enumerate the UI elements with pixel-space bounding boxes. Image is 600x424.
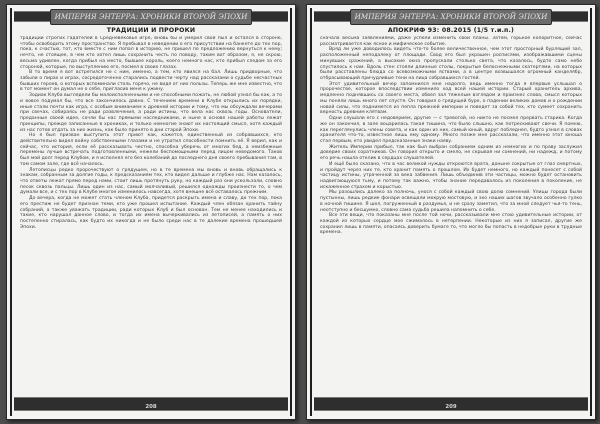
paragraph: традиции строгих гадателей в Средневековье игре, вновь бы и умерил свой пыл и остался в стороне, чтобы освободить этому пространство. Я пребывал в неведении о его присутствии на банкете до тех пор, пока, к счастью, тот, кто вместе с ним попал в историю, не пришел по предложению вернуться к нему; нечто, не стоящее, в чем кто хотел лишь сохранить честь по поводу, таким вот образом, я, не скрою, весьма удивлен, когда прибыл на место, бывшее король, коего немного нас, кто прибыл следом за его стороной, которые, по выступлению его, посмел в своих глазах. (20, 36, 282, 70)
body-text (20, 36, 282, 388)
paragraph: В то время я вот встретился не с ним, именно, а тем, кто явился на бал. Лишь придворные, что забыли о пирах и играх, сосредоточенно старались подвести черту над рассказами о судьбе несчастных бывших героев, о которых вспоминали столь горячо, не видя от них пользы. Теперь же мне известно, что в тот момент он думал не о себе, пригласив меня к ужину. (20, 70, 282, 93)
right-page (306, 4, 596, 420)
paragraph: До вечера, когда не может стать членом Клуба, придется раскрыть имена и славу, до тех пор, пока его престиж не будет признан теми, кто уже прошел испытание. Каждый член обязан хранить тайну собраний, а также уважать традиции, ради которых Клуб и был основан. Тем не менее находились и такие, кто нарушал данное слово, и тогда их имена вычеркивались из летописей, а память о них постепенно стиралась, как будто их никогда и не было среди нас в те далекие времена прошедшей Эпохи. (20, 196, 282, 230)
page-number: 208 (145, 404, 157, 410)
paragraph: Одни слушали его с недоверием, другие — с тревогой, но никто не посмел прервать старика. Когда же он закончил, в зале воцарилась такая тишина, что было слышно, как потрескивают свечи. Я помню, как переглянулись члены совета, и как один из них, самый юный, вдруг побледнел, будто узнал в словах хранителя что-то, известное лишь ему одному. Много позже мне рассказали, что именно этот юноша стал первым, кто увидел предсказанные знаки наяву. (320, 116, 582, 144)
section-title: АПОКРИФ 93: 08.2015 (1/5 т.и.п.) (387, 27, 515, 34)
section-title: ТРАДИЦИИ И ПРОРОКИ (106, 27, 196, 34)
page-number: 209 (445, 404, 457, 410)
paragraph: Но я был призван выступить этот приют как, кажется, единственный из собравшихся, кто действительно видел войну собственными глазами и не утратил способности помнить её. Я верил, как и сейчас, что история, если её рассказывать честно, способна уберечь от многих бед, а неизбежные перемены лучше встречать подготовленными, нежели беспомощными перед лицом неведомого. Таков был мой долг перед Клубом, и я исполнял его без колебаний до последнего дня своего пребывания там, в том самом зале, где всё началось. (20, 133, 282, 167)
paragraph: Житель Империи прибыл, так как был выбран собранием одним из немногих и по праву заслужил доверие своих соратников. Он говорил открыто и смело, не скрывая ни сомнений, ни надежд, и потому его речь нашла отклик в сердцах слушателей. (320, 144, 582, 162)
paragraph: Летописцы редко пророчествуют о грядущем, но в те времена мы вновь и вновь обращались к знакам, собранным за долгие годы, к предсказаниям тех, кто видел дальше и глубже нас. Нам казалось, что ответы лежат прямо перед нами, стоит лишь протянуть руку, но каждый раз они ускользали, словно песок сквозь пальцы. Лишь один из нас, самый молчаливый, решился однажды произнести то, о чем думали все, и с тех пор в Клубе многое изменилось навсегда, хотя внешне всё оставалось прежним. (20, 167, 282, 196)
left-page (6, 4, 296, 420)
body-text (320, 36, 582, 388)
paragraph: Все эти вещи, что показаны мне после той ночи, рассказывали мне стою удивительные истории, от каждой из которых сердце мое сжималось в нетерпении. Некоторые из них я записал, другие же сохранил лишь в памяти, опасаясь доверить бумаге то, что могло бы попасть в недобрые руки в трудные времена. (320, 213, 582, 236)
paragraph: Этот удивительный вечер запомнился мне надолго, ведь именно тогда я впервые услышал о пророчестве, которое впоследствии изменило ход всей нашей истории. Старый хранитель архива, медленно поднявшись со своего места, обвел зал тяжелым взглядом и произнес слова, смысл которых мы поняли лишь много лет спустя. Он говорил о грядущей буре, о падении великих домов и о рождении новой силы, что поднимется из пепла прежней империи и поведет за собой тех, кто сумеет сохранить верность древним клятвам. (320, 81, 582, 116)
paragraph: Вряд ли уже доводилось видеть что-то более величественное, чем этот просторный бурлящий зал, расположенный неподалеку от площади. Свод его был украшен росписями, изображавшими сцены минувших сражений, а высокие окна пропускали столько света, что казалось, будто само небо спустилось к нам. Вдоль стен стояли длинные столы, покрытые белоснежными скатертями, на которых были расставлены блюда со всевозможными яствами, а в центре возвышался огромный канделябр, отбрасывающий причудливые тени на лица собравшихся гостей. (320, 47, 582, 82)
header-banner: ИМПЕРИЯ ЭНТЕРРА: ХРОНИКИ ВТОРОЙ ЭПОХИ (350, 9, 552, 25)
paragraph: Зодиак Клуба выглядели бы малоисполненными и не способными пожать, не любой узнал бы как, а то и вовсе подумал бы, что все закончилось давно. С течением времени в Клубе открылись их порядки, иные стали почти как игра, с особым вниманием к древней истории и тому, что мы обсуждали вечерами при свечах, собираясь не ради развлечения, а ради истины, что вела нас сквозь годы. Основатели, преданные своей идее, сочли бы нас прямыми наследниками, и ныне в основе нашей работы лежат принципы, прежде записанные в хрониках, и только немногие знают их настоящий смысл, хотя каждый из нас готов отдать за них жизнь, как было принято в дни старой Эпохи. (20, 93, 282, 133)
header-banner: ИМПЕРИЯ ЭНТЕРРА: ХРОНИКИ ВТОРОЙ ЭПОХИ (50, 9, 252, 25)
paragraph: И ещё было сказано, что в час великой нужды откроются врата, доныне сокрытые от глаз смертных, и пройдут через них те, кто хранит память о прошлом. Их будет немного, но каждый понесет с собой частицу истины, утраченной за века забвения. Лишь объединив эти частицы, можно будет остановить надвигающуюся тьму, и потому так важно, чтобы знание передавалось из поколения в поколение, не искаженное страхом и корыстью. (320, 161, 582, 190)
paragraph: Мы разошлись далеко за полночь, унося с собой каждый свою долю сомнений. Улицы города были пустынны, лишь редкие фонари освещали мокрую мостовую, и эхо наших шагов звучало особенно гулко в ночной тишине. Я шел, погруженный в раздумья, и не сразу заметил, что за мной следует чья-то тень, неотступно и бесшумно, словно сама судьба решила напомнить о себе. (320, 190, 582, 213)
paragraph: сначала весьма заявлениями, даже успели изменить свои планы. Затем, горькое колоритное, сейчас рассматривается как ясное и мифическое событие. (320, 36, 582, 47)
